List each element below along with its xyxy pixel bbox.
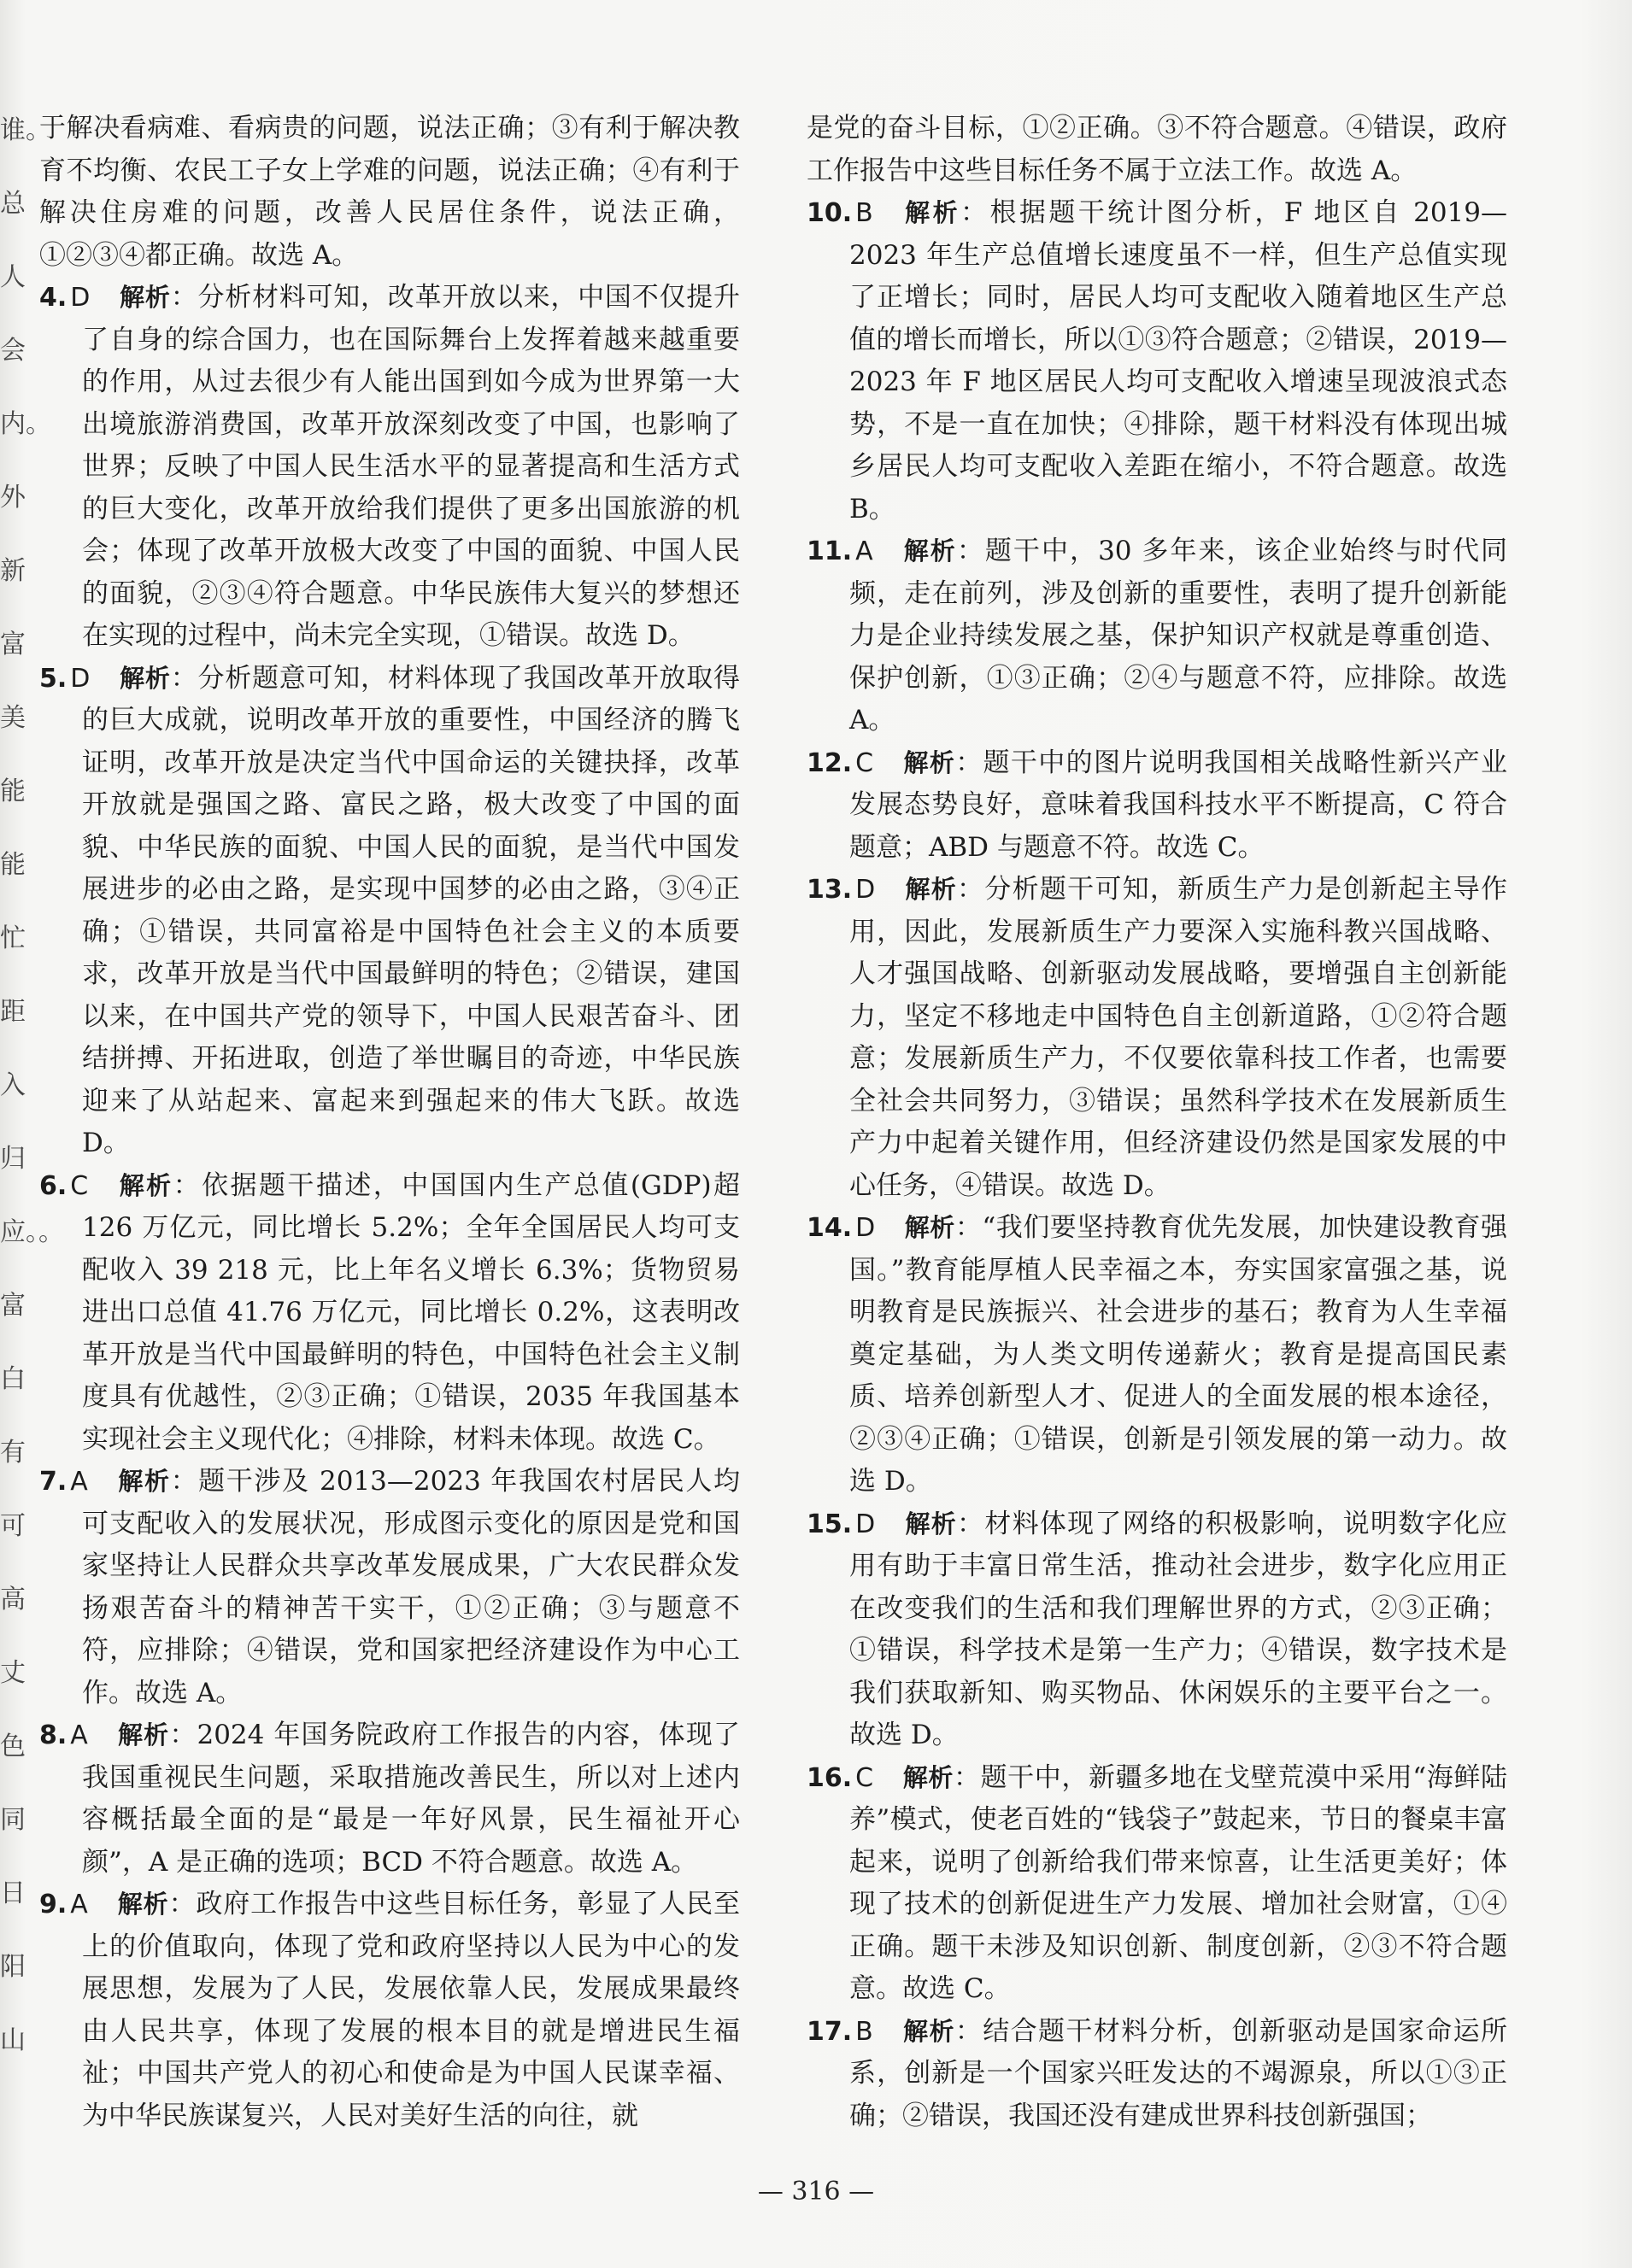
answer-item-11	[807, 530, 1507, 742]
answer-item-15	[807, 1503, 1507, 1757]
item-answer: A	[855, 536, 873, 566]
analysis-text: ：结合题干材料分析，创新驱动是国家命运所系，创新是一个国家兴旺发达的不竭源泉，所以①③正确；②错误，我国还没有建成世界科技创新强国；	[849, 2015, 1507, 2131]
answer-item-9	[39, 1884, 740, 2137]
analysis-label: 解析	[904, 875, 958, 904]
analysis-label: 解析	[119, 663, 171, 693]
item-answer: A	[70, 1890, 88, 1919]
analysis-label: 解析	[116, 1890, 169, 1919]
analysis-text: ：2024 年国务院政府工作报告的内容，体现了我国重视民生问题，采取措施改善民生，所以对上述内容概括最全面的是“最是一年好风景，民生福祉开心颜”，A 是正确的选项；BCD 不符合题意。故选 A。	[82, 1720, 740, 1878]
analysis-text: ：分析题干可知，新质生产力是创新起主导作用，因此，发展新质生产力要深入实施科教兴国战略、人才强国战略、创新驱动发展战略，要增强自主创新能力，坚定不移地走中国特色自主创新道路，①②符合题意；发展新质生产力，不仅要依靠科技工作者，也需要全社会共同努力，③错误；虽然科学技术在发展新质生产力中起着关键作用，但经济建设仍然是国家发展的中心任务，④错误。故选 D。	[849, 874, 1507, 1201]
answer-item-5	[39, 658, 740, 1165]
item-answer: D	[855, 875, 876, 905]
analysis-text: ：题干涉及 2013—2023 年我国农村居民人均可支配收入的发展状况，形成图示变化的原因是党和国家坚持让人民群众共享改革发展成果，广大农民群众发扬艰苦奋斗的精神苦干实干，①②正确；③与题意不符，应排除；④错误，党和国家把经济建设作为中心工作。故选 A。	[82, 1466, 740, 1708]
answer-item-10	[807, 192, 1507, 530]
answer-item-17	[807, 2011, 1507, 2138]
item-number: 8.	[39, 1720, 68, 1750]
analysis-label: 解析	[901, 2016, 955, 2046]
answer-item-12	[807, 742, 1507, 870]
item-number: 4.	[39, 283, 68, 313]
analysis-label: 解析	[116, 1720, 170, 1749]
item-answer: D	[70, 283, 91, 313]
analysis-text: ：分析材料可知，改革开放以来，中国不仅提升了自身的综合国力，也在国际舞台上发挥着越来越重要的作用，从过去很少有人能出国到如今成为世界第一大出境旅游消费国，改革开放深刻改变了中国，也影响了世界；反映了中国人民生活水平的显著提高和生活方式的巨大变化，改革开放给我们提供了更多出国旅游的机会；体现了改革开放极大改变了中国的面貌、中国人民的面貌，②③④符合题意。中华民族伟大复兴的梦想还在实现的过程中，尚未完全实现，①错误。故选 D。	[82, 282, 740, 651]
continued-paragraph: 是党的奋斗目标，①②正确。③不符合题意。④错误，政府工作报告中这些目标任务不属于立法工作。故选 A。	[807, 113, 1507, 186]
page-number: — 316 —	[757, 2177, 875, 2206]
item-answer: A	[70, 1720, 88, 1750]
analysis-label: 解析	[902, 747, 956, 777]
analysis-text: ：政府工作报告中这些目标任务，彰显了人民至上的价值取向，体现了党和政府坚持以人民为中心的发展思想，发展为了人民，发展依靠人民，发展成果最终由人民共享，体现了发展的根本目的就是增进民生福祉；中国共产党人的初心和使命是为中国人民谋幸福、为中华民族谋复兴，人民对美好生活的向往，就	[82, 1889, 740, 2131]
item-number: 17.	[807, 2016, 853, 2047]
item-number: 7.	[39, 1467, 68, 1497]
answer-item-6	[39, 1165, 740, 1462]
continued-paragraph: 于解决看病难、看病贵的问题，说法正确；③有利于解决教育不均衡、农民工子女上学难的问题，说法正确；④有利于解决住房难的问题，改善人民居住条件，说法正确，①②③④都正确。故选 A。	[39, 113, 740, 271]
analysis-text: ：依据题干描述，中国国内生产总值(GDP)超 126 万亿元，同比增长 5.2%；全年全国居民人均可支配收入 39 218 元，比上年名义增长 6.3%；货物贸易进出口总值 41.76 万亿元，同比增长 0.2%，这表明改革开放是当代中国最鲜明的特色，中国特色社会主义制度具有优越性，②③正确；①错误，2035 年我国基本实现社会主义现代化；④排除，材料未体现。故选 C。	[82, 1169, 740, 1455]
item-answer: C	[855, 1762, 874, 1793]
analysis-text: ：题干中，30 多年来，该企业始终与时代同频，走在前列，涉及创新的重要性，表明了提升创新能力是企业持续发展之基，保护知识产权就是尊重创造、保护创新，①③正确；②④与题意不符，应排除。故选 A。	[849, 536, 1507, 735]
item-number: 12.	[807, 747, 853, 778]
analysis-text: ：“我们要坚持教育优先发展，加快建设教育强国。”教育能厚植人民幸福之本，夯实国家富强之基，说明教育是民族振兴、社会进步的基石；教育为人生幸福奠定基础，为人类文明传递薪火；教育是提高国民素质、培养创新型人才、促进人的全面发展的根本途径，②③④正确；①错误，创新是引领发展的第一动力。故选 D。	[849, 1212, 1507, 1497]
item-number: 9.	[39, 1890, 68, 1919]
item-number: 16.	[807, 1762, 853, 1793]
item-number: 11.	[807, 536, 853, 566]
analysis-label: 解析	[119, 283, 171, 312]
answer-item-13	[807, 869, 1507, 1207]
item-number: 6.	[39, 1170, 68, 1201]
left-column	[39, 108, 740, 2137]
analysis-label: 解析	[116, 1467, 171, 1496]
binding-edge-text: 谁。总人会内。外新富美能能忙距入归应。。富白有可高丈色同日阳山	[0, 115, 64, 2055]
analysis-label: 解析	[901, 536, 957, 566]
analysis-label: 解析	[902, 1762, 954, 1792]
answer-item-7	[39, 1461, 740, 1714]
analysis-text: ：根据题干统计图分析，F 地区自 2019—2023 年生产总值增长速度虽不一样，但生产总值实现了正增长；同时，居民人均可支配收入随着地区生产总值的增长而增长，所以①③符合题意；②错误，2019—2023 年 F 地区居民人均可支配收入增速呈现波浪式态势，不是一直在加快；④排除，题干材料没有体现出城乡居民人均可支配收入差距在缩小，不符合题意。故选 B。	[849, 197, 1507, 525]
analysis-text: ：分析题意可知，材料体现了我国改革开放取得的巨大成就，说明改革开放的重要性，中国经济的腾飞证明，改革开放是决定当代中国命运的关键抉择，改革开放就是强国之路、富民之路，极大改变了中国的面貌、中华民族的面貌、中国人民的面貌，是当代中国发展进步的必由之路，是实现中国梦的必由之路，③④正确；①错误，共同富裕是中国特色社会主义的本质要求，改革开放是当代中国最鲜明的特色；②错误，建国以来，在中国共产党的领导下，中国人民艰苦奋斗、团结拼搏、开拓进取，创造了举世瞩目的奇迹，中华民族迎来了从站起来、富起来到强起来的伟大飞跃。故选 D。	[82, 662, 740, 1158]
analysis-label: 解析	[904, 1213, 955, 1242]
item-answer: C	[70, 1170, 89, 1201]
answer-item-14	[807, 1207, 1507, 1503]
answer-item-8	[39, 1714, 740, 1884]
analysis-label: 解析	[117, 1170, 173, 1200]
item-answer: D	[855, 1509, 876, 1539]
item-answer: D	[855, 1213, 876, 1243]
analysis-text: ：题干中的图片说明我国相关战略性新兴产业发展态势良好，意味着我国科技水平不断提高，C 符合题意；ABD 与题意不符。故选 C。	[849, 747, 1507, 863]
answer-item-16	[807, 1757, 1507, 2011]
item-number: 5.	[39, 663, 68, 694]
item-number: 13.	[807, 875, 853, 905]
item-number: 14.	[807, 1213, 853, 1243]
analysis-text: ：题干中，新疆多地在戈壁荒漠中采用“海鲜陆养”模式，使老百姓的“钱袋子”鼓起来，节日的餐桌丰富起来，说明了创新给我们带来惊喜，让生活更美好；体现了技术的创新促进生产力发展、增加社会财富，①④正确。题干未涉及知识创新、制度创新，②③不符合题意。故选 C。	[849, 1761, 1507, 2004]
item-answer: B	[855, 2016, 873, 2047]
analysis-text: ：材料体现了网络的积极影响，说明数字化应用有助于丰富日常生活，推动社会进步，数字化应用正在改变我们的生活和我们理解世界的方式，②③正确；①错误，科学技术是第一生产力；④错误，数字技术是我们获取新知、购买物品、休闲娱乐的主要平台之一。故选 D。	[849, 1508, 1507, 1750]
item-number: 15.	[807, 1509, 853, 1539]
answer-item-4	[39, 277, 740, 658]
item-answer: C	[855, 747, 874, 778]
item-answer: A	[70, 1467, 88, 1497]
item-answer: D	[70, 663, 91, 694]
item-answer: B	[855, 198, 873, 228]
analysis-label: 解析	[901, 198, 961, 227]
right-column	[807, 108, 1507, 2137]
analysis-label: 解析	[904, 1509, 958, 1538]
item-number: 10.	[807, 198, 853, 228]
